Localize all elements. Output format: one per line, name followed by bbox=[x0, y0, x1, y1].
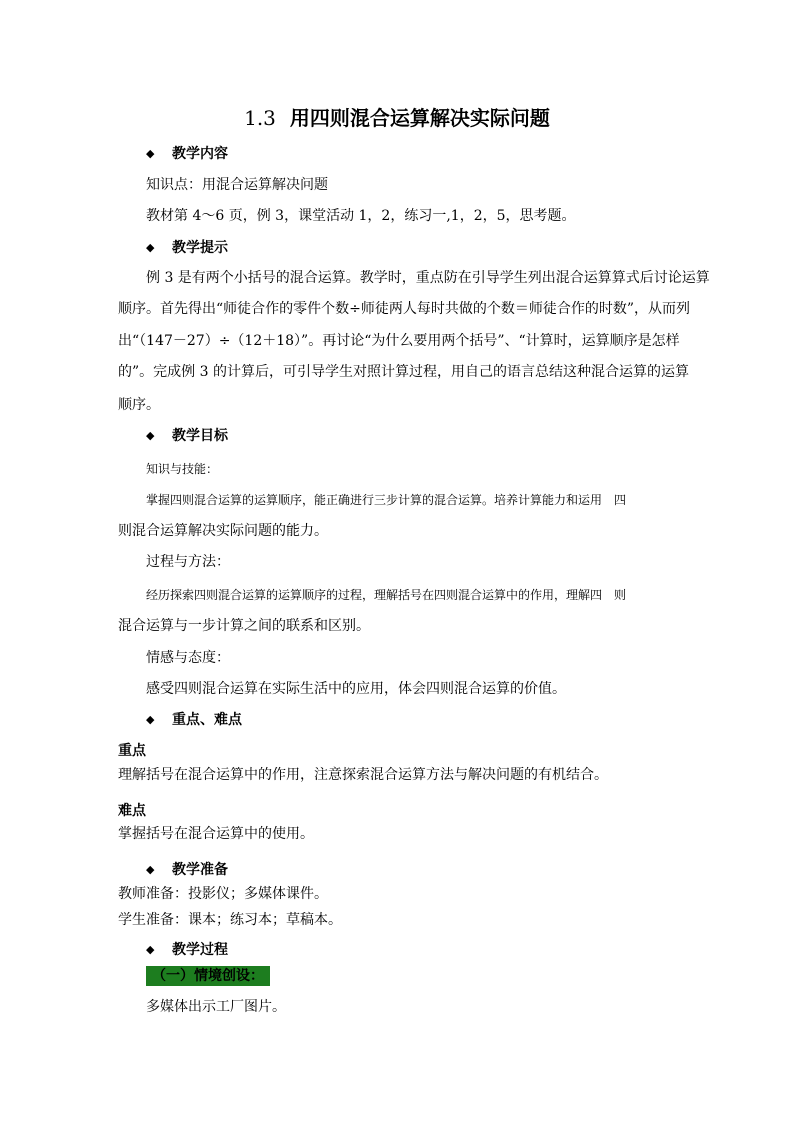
key-point-label: 重点 bbox=[118, 743, 146, 759]
student-preparation-line: 学生准备：课本；练习本；草稿本。 bbox=[118, 912, 342, 928]
key-point-text: 理解括号在混合运算中的作用，注意探索混合运算方法与解决问题的有机结合。 bbox=[118, 767, 608, 783]
knowledge-skill-label: 知识与技能： bbox=[146, 462, 219, 476]
highlighted-step-label: （一）情境创设： bbox=[146, 966, 270, 986]
bullet-icon: ◆ bbox=[146, 943, 155, 956]
process-step-text: 多媒体出示工厂图片。 bbox=[146, 999, 286, 1015]
bullet-icon: ◆ bbox=[146, 713, 155, 726]
teacher-preparation-line: 教师准备：投影仪；多媒体课件。 bbox=[118, 886, 328, 902]
heading-teaching-process: ◆ 教学过程 bbox=[146, 942, 228, 958]
process-method-line: 经历探索四则混合运算的运算顺序的过程，理解括号在四则混合运算中的作用，理解四 则 bbox=[146, 588, 627, 602]
bullet-icon: ◆ bbox=[146, 241, 155, 254]
knowledge-skill-line: 掌握四则混合运算的运算顺序，能正确进行三步计算的混合运算。培养计算能力和运用 四 bbox=[146, 493, 627, 507]
heading-key-difficult: ◆ 重点、难点 bbox=[146, 712, 242, 728]
attitude-line: 感受四则混合运算在实际生活中的应用，体会四则混合运算的价值。 bbox=[146, 681, 566, 697]
hint-line: 例 3 是有两个小括号的混合运算。教学时，重点防在引导学生列出混合运算算式后讨论运算 bbox=[146, 270, 710, 286]
hint-line: 顺序。首先得出“师徒合作的零件个数÷师徒两人每时共做的个数＝师徒合作的时数”，从而列 bbox=[118, 301, 691, 317]
hint-line: 出“（147－27）÷（12＋18）”。再讨论“为什么要用两个括号”、“计算时，运算顺序是怎样 bbox=[118, 333, 680, 349]
knowledge-skill-line: 则混合运算解决实际问题的能力。 bbox=[118, 523, 328, 539]
title-text: 用四则混合运算解决实际问题 bbox=[289, 106, 550, 130]
process-method-line: 混合运算与一步计算之间的联系和区别。 bbox=[118, 618, 370, 634]
heading-teaching-preparation: ◆ 教学准备 bbox=[146, 862, 228, 878]
bullet-icon: ◆ bbox=[146, 429, 155, 442]
difficult-point-label: 难点 bbox=[118, 803, 146, 819]
page-title bbox=[0, 104, 794, 132]
process-method-label: 过程与方法： bbox=[146, 554, 230, 570]
bullet-icon: ◆ bbox=[146, 147, 155, 160]
hint-line: 顺序。 bbox=[118, 397, 160, 413]
hint-line: 的”。完成例 3 的计算后，可引导学生对照计算过程，用自己的语言总结这种混合运算的运算 bbox=[118, 364, 689, 380]
heading-teaching-content: ◆ 教学内容 bbox=[146, 146, 228, 162]
title-number: 1.3 bbox=[244, 106, 276, 130]
attitude-label: 情感与态度： bbox=[146, 650, 230, 666]
heading-teaching-goals: ◆ 教学目标 bbox=[146, 428, 228, 444]
knowledge-point-line: 知识点：用混合运算解决问题 bbox=[146, 177, 328, 193]
bullet-icon: ◆ bbox=[146, 863, 155, 876]
textbook-pages-line: 教材第 4～6 页，例 3，课堂活动 1，2，练习一,1，2，5，思考题。 bbox=[146, 208, 576, 224]
difficult-point-text: 掌握括号在混合运算中的使用。 bbox=[118, 826, 314, 842]
heading-teaching-hints: ◆ 教学提示 bbox=[146, 240, 228, 256]
